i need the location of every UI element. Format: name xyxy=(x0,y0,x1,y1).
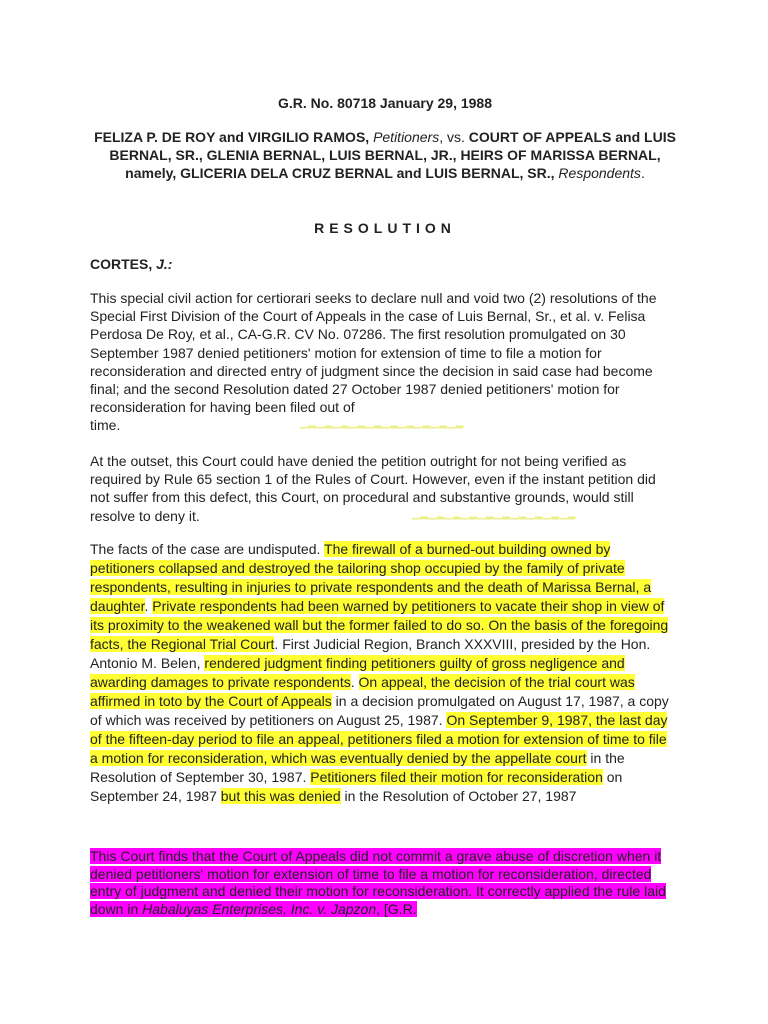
text-span: . xyxy=(144,598,153,614)
respondents-label: Respondents xyxy=(558,165,641,181)
paragraph-3 xyxy=(90,540,678,806)
case-parties xyxy=(90,128,680,182)
petitioners-names: FELIZA P. DE ROY and VIRGILIO RAMOS, xyxy=(94,129,370,145)
paragraph-2 xyxy=(90,452,678,525)
highlight-magenta-case-name: Habaluyas Enterprises, Inc. v. Japzon xyxy=(142,900,377,917)
text-span: The facts of the case are undisputed. xyxy=(90,541,325,557)
ponente xyxy=(90,256,172,272)
highlight-yellow: On appeal, the decision of the trial court was affirmed in toto by the Court of Appeals xyxy=(90,674,635,709)
text-span: in the Resolution of October 27, 1987 xyxy=(340,788,577,804)
highlight-yellow: but this was denied xyxy=(220,788,341,804)
case-number: G.R. No. 80718 January 29, 1988 xyxy=(277,95,492,111)
paragraph-2-text: At the outset, this Court could have denied the petition outright for not being verified as required by Rule 65 section 1 of the Rules of Court. However, even if the instant petition did not suffer from this defect, this Court, on procedural and substantive grounds, would still resolve to deny it. xyxy=(90,453,656,524)
watermark-overlay: ▁▂▁▂▁▂▁▂▁▂▁▂▁▂▁▂▁▂▁▂ xyxy=(300,418,464,429)
paragraph-1 xyxy=(90,289,678,435)
paragraph-4 xyxy=(90,848,678,918)
paragraph-1-last-word: time. xyxy=(90,417,121,434)
parties-period: . xyxy=(640,165,645,181)
highlight-yellow: rendered judgment finding petitioners guilty of gross negligence and awarding damages to private respondents xyxy=(90,655,625,690)
highlight-yellow: Petitioners filed their motion for reconsideration xyxy=(310,769,603,785)
text-span: . xyxy=(350,674,359,690)
highlight-yellow: On September 9, 1987, the last day of the fifteen-day period to file an appeal, petitioners filed a motion for extension of time to file a motion for reconsideration, which was eventually denied by the appellate court xyxy=(90,712,668,766)
highlight-magenta: This Court finds that the Court of Appeals did not commit a grave abuse of discretion when it denied petitioners' motion for extension of time to file a motion for reconsideration, directed entry of judgment and denied their motion for reconsideration. It correctly applied the rule laid down in xyxy=(90,848,666,917)
ponente-suffix: J.: xyxy=(156,256,173,272)
petitioners-label: Petitioners xyxy=(373,129,440,145)
versus: , vs. xyxy=(439,129,465,145)
text-span: . First Judicial Region, Branch XXXVIII, presided by the Hon. Antonio M. Belen, xyxy=(90,636,651,671)
highlight-magenta: , [G.R. xyxy=(376,900,417,917)
paragraph-1-text: This special civil action for certiorari seeks to declare null and void two (2) resolutions of the Special First Division of the Court of Appeals in the case of Luis Bernal, Sr., et al. v. Felisa Perdosa De Roy, et al., CA-G.R. CV No. 07286. The first resolution promulgated on 30 September 1987 denied petitioners' motion for extension of time to file a motion for reconsideration and directed entry of judgment since the decision in said case had become final; and the second Resolution dated 27 October 1987 denied petitioners' motion for reconsideration for having been filed out of xyxy=(90,290,657,416)
text-span: in a decision promulgated on August 17, 1987, a copy of which was received by petitioners on August 25, 1987. xyxy=(90,693,669,728)
text-span: on September 24, 1987 xyxy=(90,769,623,804)
ponente-name: CORTES, xyxy=(90,256,153,272)
text-span: in the Resolution of September 30, 1987. xyxy=(90,750,625,785)
resolution-title: RESOLUTION xyxy=(314,220,456,236)
highlight-yellow: The firewall of a burned-out building owned by petitioners collapsed and destroyed the tailoring shop occupied by the family of private respondents, resulting in injuries to private respondents and the death of Marissa Bernal, a daughter xyxy=(90,541,652,614)
watermark-overlay: ▁▂▁▂▁▂▁▂▁▂▁▂▁▂▁▂▁▂▁▂ xyxy=(412,509,576,520)
respondents-names: COURT OF APPEALS and LUIS BERNAL, SR., GLENIA BERNAL, LUIS BERNAL, JR., HEIRS OF MARISSA BERNAL, namely, GLICERIA DELA CRUZ BERNAL and LUIS BERNAL, SR., xyxy=(109,129,676,181)
highlight-yellow: Private respondents had been warned by petitioners to vacate their shop in view of its proximity to the weakened wall but the former failed to do so. On the basis of the foregoing facts, the Regional Trial Court xyxy=(90,598,669,652)
